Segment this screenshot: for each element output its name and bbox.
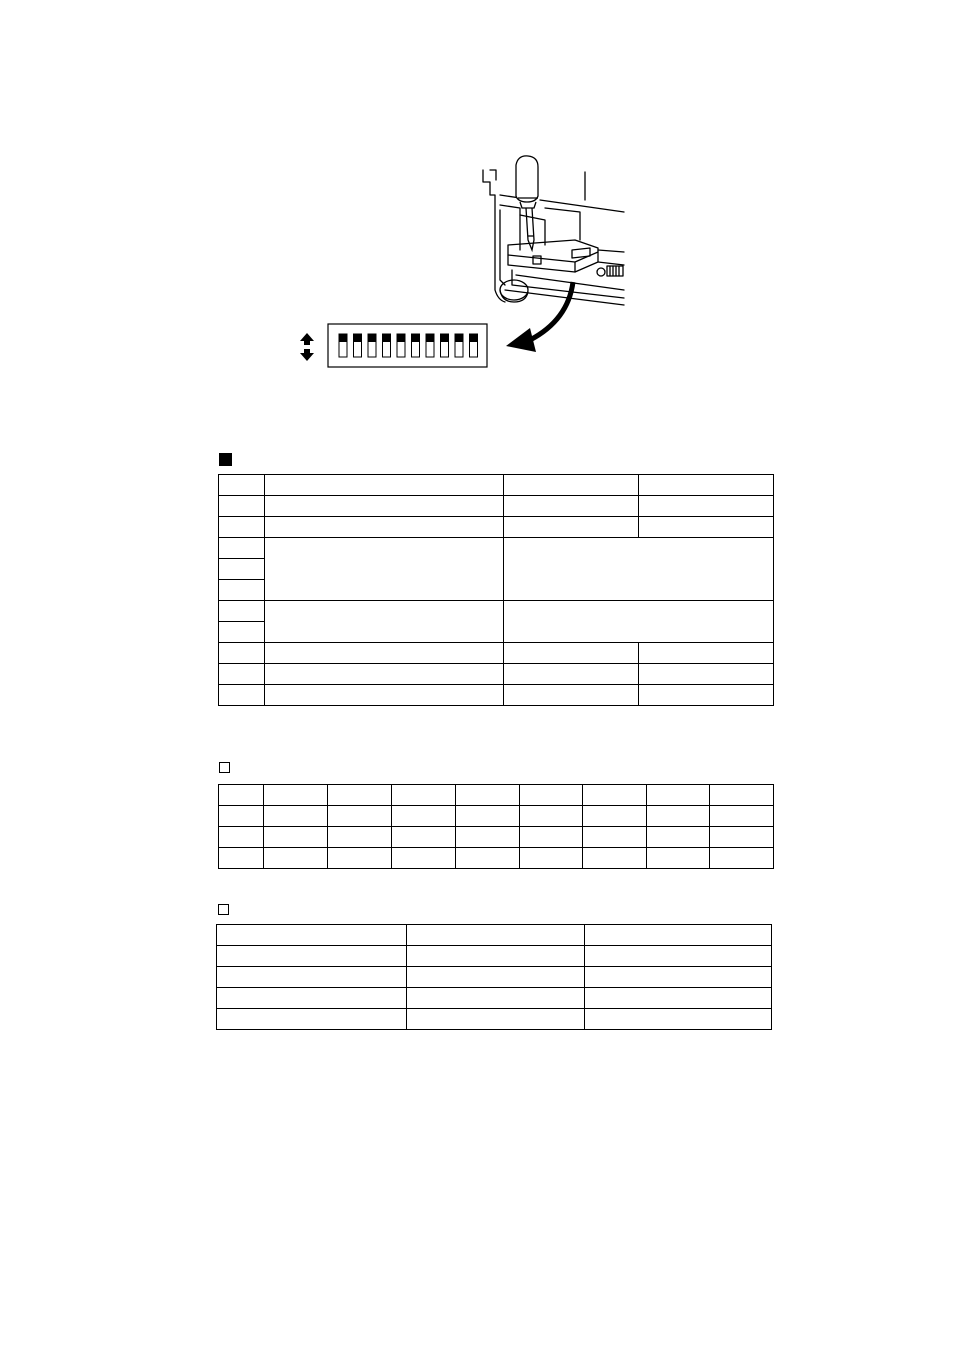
- dip-switch-lever-4: [383, 334, 391, 342]
- table-cell: [265, 538, 504, 601]
- table-cell: [265, 664, 504, 685]
- table-cell: [407, 1009, 585, 1030]
- up-down-arrow-icon: [300, 333, 314, 361]
- table-cell: [219, 475, 265, 496]
- table-cell: [639, 475, 774, 496]
- screwdriver-icon: [516, 156, 538, 250]
- table-cell: [583, 806, 647, 827]
- table-cell: [647, 827, 710, 848]
- table-cell: [710, 848, 774, 869]
- table-cell: [647, 848, 710, 869]
- table-cell: [504, 475, 639, 496]
- table-cell: [520, 806, 583, 827]
- table-row: [217, 1009, 772, 1030]
- table-cell: [639, 664, 774, 685]
- table-switch-combinations: [218, 784, 774, 869]
- table-cell: [217, 967, 407, 988]
- dip-switch-illustration: [0, 0, 954, 420]
- table-cell: [219, 580, 265, 601]
- table-cell: [647, 806, 710, 827]
- table-settings: [216, 924, 772, 1030]
- table-cell: [217, 1009, 407, 1030]
- filled-square-icon: [219, 453, 232, 466]
- table-cell: [647, 785, 710, 806]
- table-row: [219, 827, 774, 848]
- table-cell: [264, 827, 328, 848]
- table-cell: [639, 643, 774, 664]
- dip-switch-lever-3: [368, 334, 376, 342]
- table-cell: [392, 806, 456, 827]
- table-cell: [585, 925, 772, 946]
- table-cell: [392, 827, 456, 848]
- table-cell: [407, 925, 585, 946]
- table-cell: [456, 827, 520, 848]
- empty-square-icon: [218, 904, 229, 915]
- table-cell: [520, 827, 583, 848]
- table-cell: [504, 517, 639, 538]
- table-cell: [328, 827, 392, 848]
- table-cell: [217, 946, 407, 967]
- table-cell: [407, 946, 585, 967]
- table-cell: [504, 664, 639, 685]
- table-cell: [639, 517, 774, 538]
- table-cell: [328, 848, 392, 869]
- table-cell: [265, 496, 504, 517]
- table-cell: [264, 806, 328, 827]
- table-cell: [219, 685, 265, 706]
- table-cell: [520, 785, 583, 806]
- dip-switch-lever-9: [455, 334, 463, 342]
- table-cell: [504, 538, 774, 601]
- table-cell: [583, 827, 647, 848]
- table-cell: [639, 685, 774, 706]
- table-cell: [219, 538, 265, 559]
- table-cell: [585, 946, 772, 967]
- table-cell: [219, 785, 264, 806]
- table-cell: [392, 785, 456, 806]
- table-cell: [219, 496, 265, 517]
- table-cell: [219, 622, 265, 643]
- table-cell: [219, 827, 264, 848]
- table-cell: [265, 643, 504, 664]
- table-cell: [585, 967, 772, 988]
- table-cell: [265, 517, 504, 538]
- table-row: [219, 848, 774, 869]
- table-cell: [219, 643, 265, 664]
- table-cell: [328, 785, 392, 806]
- table-cell: [217, 925, 407, 946]
- table-cell: [264, 785, 328, 806]
- empty-square-icon: [219, 762, 230, 773]
- table-cell: [504, 601, 774, 643]
- table-cell: [456, 785, 520, 806]
- table-cell: [583, 785, 647, 806]
- table-row: [217, 946, 772, 967]
- table-cell: [217, 988, 407, 1009]
- dip-switch-lever-7: [426, 334, 434, 342]
- table-cell: [328, 806, 392, 827]
- table-cell: [639, 496, 774, 517]
- table-cell: [264, 848, 328, 869]
- table-cell: [456, 806, 520, 827]
- table-cell: [585, 1009, 772, 1030]
- table-row: [219, 785, 774, 806]
- dip-switch-lever-6: [412, 334, 420, 342]
- table-cell: [219, 848, 264, 869]
- dip-switch-lever-2: [354, 334, 362, 342]
- table-cell: [219, 559, 265, 580]
- table-row: [217, 925, 772, 946]
- table-cell: [265, 475, 504, 496]
- table-cell: [219, 664, 265, 685]
- table-row: [217, 988, 772, 1009]
- table-cell: [392, 848, 456, 869]
- dip-switch-lever-1: [339, 334, 347, 342]
- table-cell: [710, 785, 774, 806]
- table-cell: [407, 988, 585, 1009]
- table-cell: [504, 685, 639, 706]
- table-cell: [520, 848, 583, 869]
- table-row: [217, 967, 772, 988]
- table-cell: [710, 806, 774, 827]
- table-cell: [585, 988, 772, 1009]
- table-switch-functions: [218, 474, 774, 706]
- dip-switch-lever-8: [441, 334, 449, 342]
- dip-switch-lever-5: [397, 334, 405, 342]
- table-cell: [219, 601, 265, 622]
- table-cell: [407, 967, 585, 988]
- table-cell: [710, 827, 774, 848]
- dip-switch-lever-10: [470, 334, 478, 342]
- table-cell: [504, 496, 639, 517]
- table-cell: [583, 848, 647, 869]
- table-cell: [219, 517, 265, 538]
- table-row: [219, 806, 774, 827]
- table-cell: [219, 806, 264, 827]
- table-cell: [456, 848, 520, 869]
- table-cell: [265, 685, 504, 706]
- table-cell: [265, 601, 504, 643]
- table-cell: [504, 643, 639, 664]
